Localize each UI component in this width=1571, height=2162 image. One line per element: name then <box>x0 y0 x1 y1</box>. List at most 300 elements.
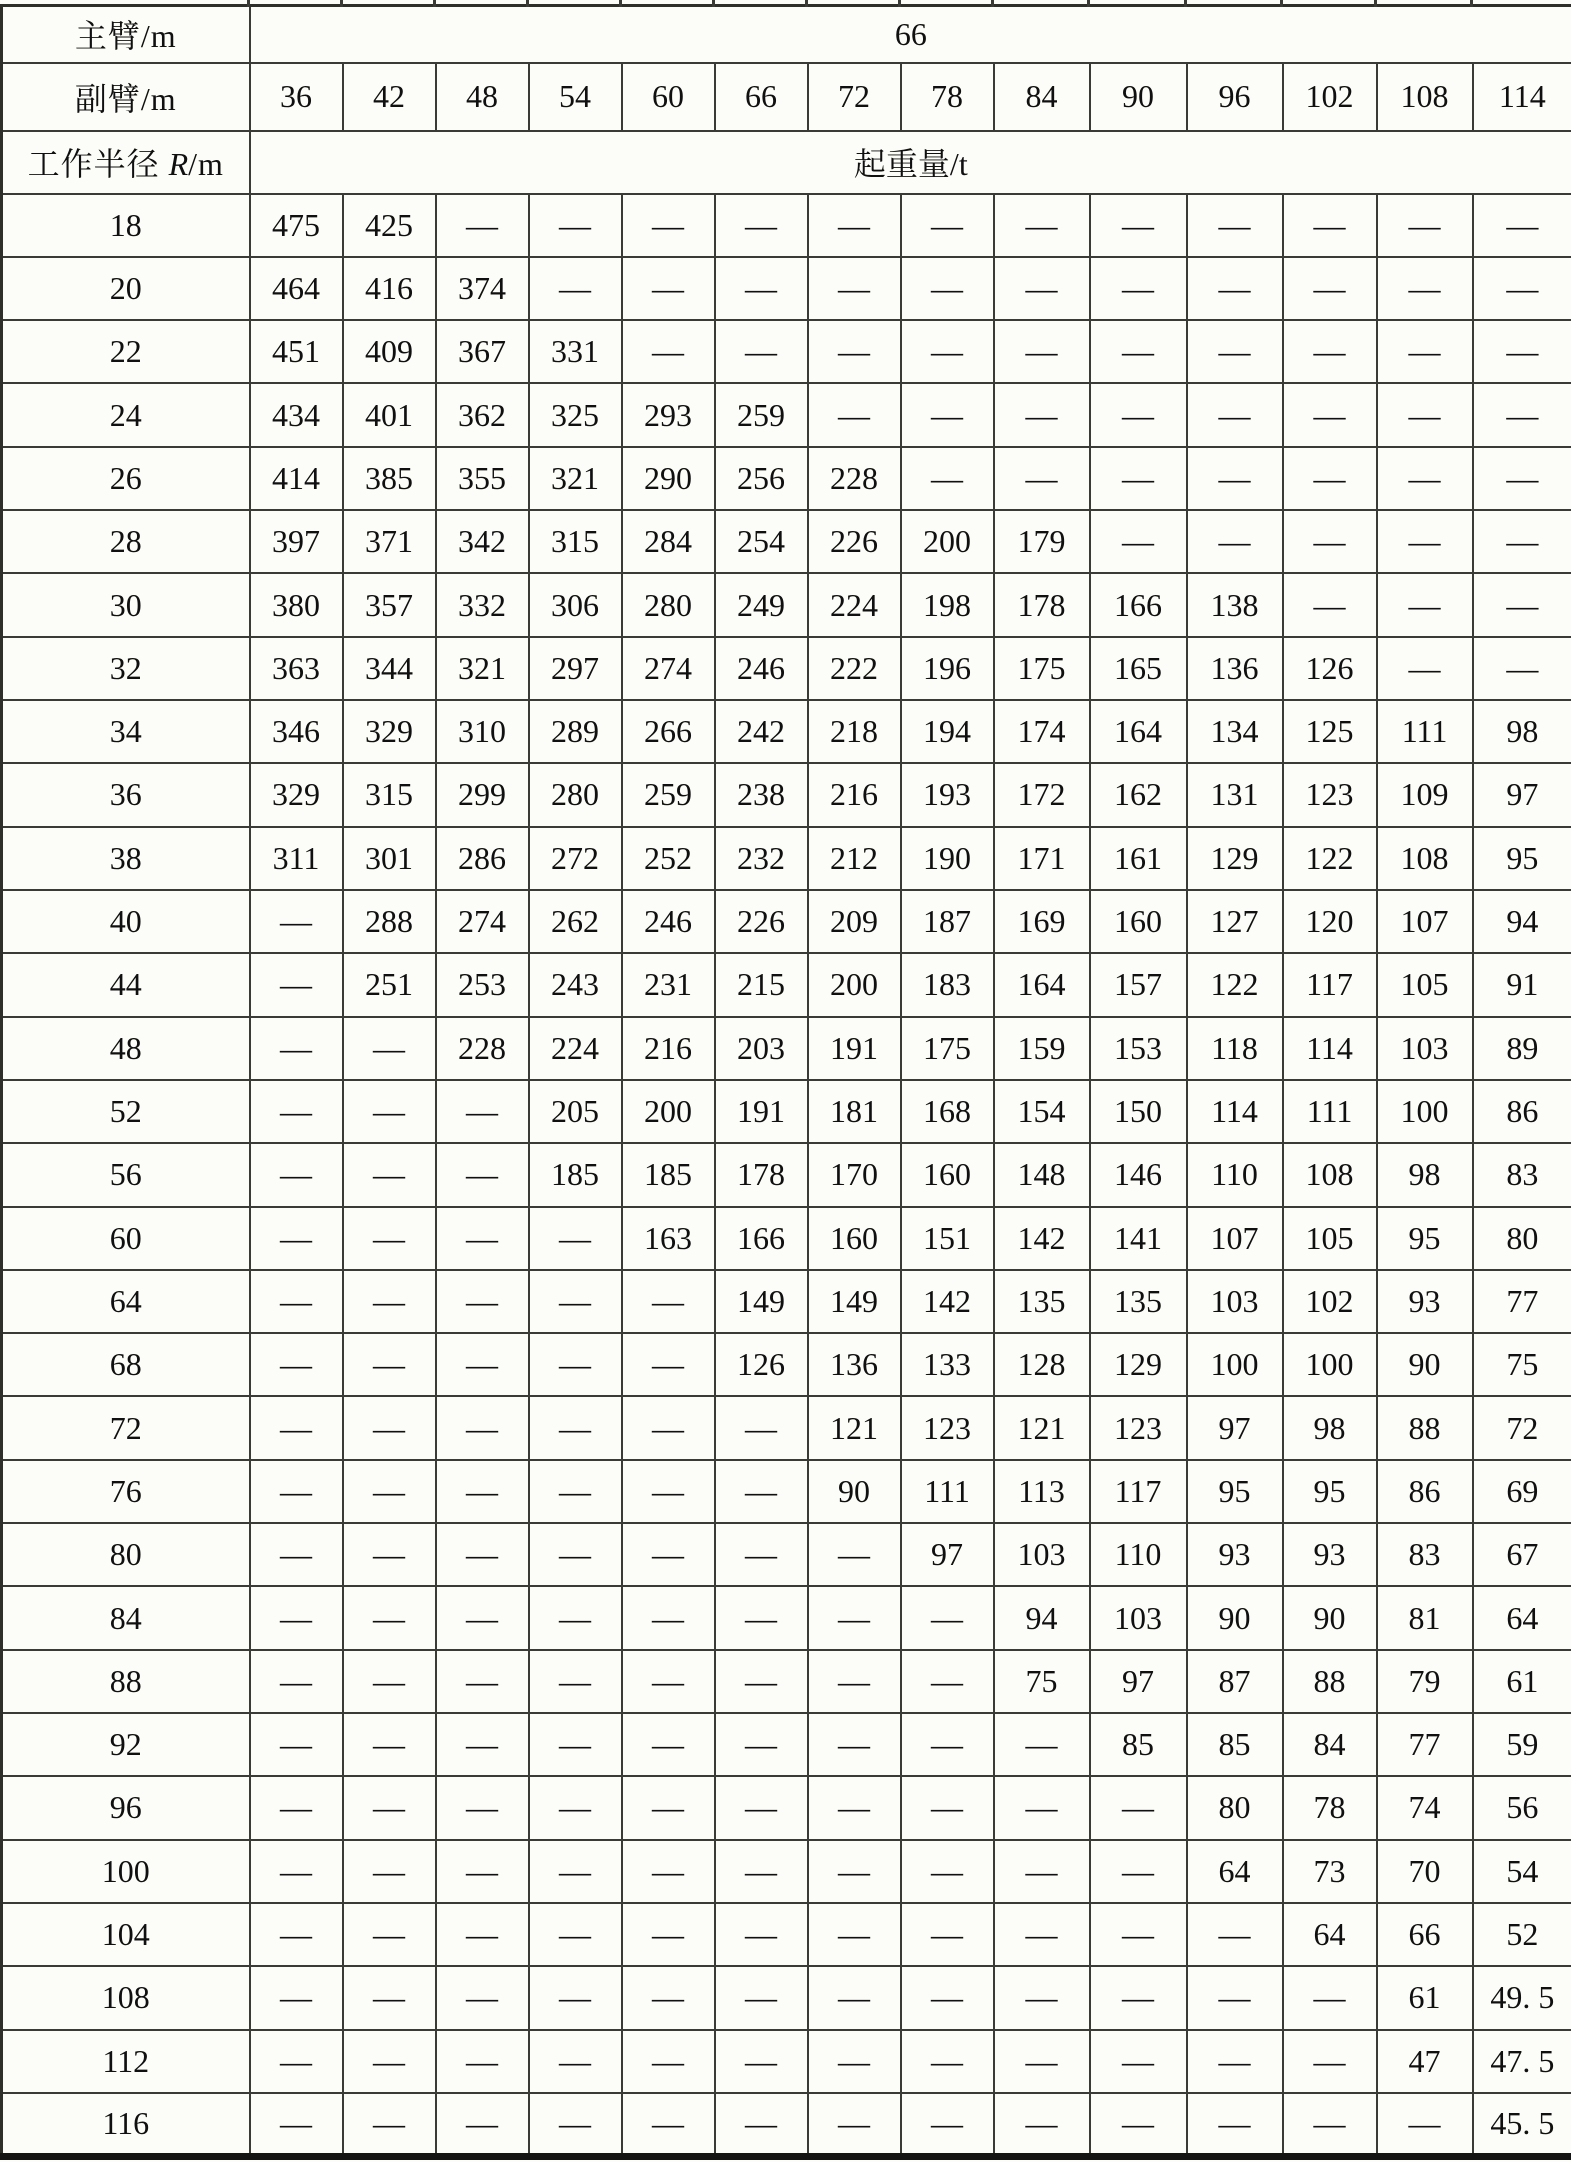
working-radius-label <box>2 131 250 194</box>
capacity-cell: 114 <box>1187 1080 1283 1143</box>
capacity-cell: 108 <box>1283 1143 1377 1206</box>
dash-cell: — <box>715 2030 808 2093</box>
capacity-cell: 64 <box>1473 1586 1571 1649</box>
capacity-cell: 301 <box>343 827 436 890</box>
dash-cell: — <box>994 257 1090 320</box>
table-row <box>2 1143 1571 1206</box>
capacity-cell: 123 <box>1283 763 1377 826</box>
capacity-cell: 79 <box>1377 1650 1473 1713</box>
dash-cell: — <box>436 1207 529 1270</box>
radius-cell: 96 <box>2 1776 250 1839</box>
capacity-cell: 280 <box>529 763 622 826</box>
capacity-cell: 254 <box>715 510 808 573</box>
capacity-cell: 160 <box>808 1207 901 1270</box>
capacity-cell: 107 <box>1187 1207 1283 1270</box>
capacity-cell: 181 <box>808 1080 901 1143</box>
dash-cell: — <box>901 447 994 510</box>
capacity-cell: 66 <box>1377 1903 1473 1966</box>
dash-cell: — <box>901 383 994 446</box>
capacity-cell: 123 <box>901 1396 994 1459</box>
capacity-cell: 246 <box>715 637 808 700</box>
capacity-cell: 129 <box>1090 1333 1187 1396</box>
capacity-cell: 259 <box>715 383 808 446</box>
capacity-cell: 111 <box>1377 700 1473 763</box>
capacity-cell: 98 <box>1473 700 1571 763</box>
capacity-cell: 80 <box>1187 1776 1283 1839</box>
capacity-cell: 311 <box>250 827 343 890</box>
capacity-cell: 88 <box>1283 1650 1377 1713</box>
dash-cell: — <box>343 2030 436 2093</box>
dash-cell: — <box>1187 1903 1283 1966</box>
lifting-capacity-label: 起重量/t <box>250 131 1571 194</box>
capacity-cell: 72 <box>1473 1396 1571 1459</box>
border-stub <box>619 0 622 7</box>
jib-length-cell: 78 <box>901 63 994 131</box>
capacity-cell: 367 <box>436 320 529 383</box>
table-row <box>2 1207 1571 1270</box>
dash-cell: — <box>529 1523 622 1586</box>
capacity-cell: 135 <box>994 1270 1090 1333</box>
capacity-cell: 385 <box>343 447 436 510</box>
dash-cell: — <box>250 1840 343 1903</box>
dash-cell: — <box>622 1333 715 1396</box>
dash-cell: — <box>901 1903 994 1966</box>
dash-cell: — <box>622 1460 715 1523</box>
capacity-cell: 149 <box>715 1270 808 1333</box>
dash-cell: — <box>1187 510 1283 573</box>
border-stub <box>1280 0 1283 7</box>
table-row <box>2 1840 1571 1903</box>
dash-cell: — <box>715 1713 808 1776</box>
table-row <box>2 510 1571 573</box>
radius-cell: 26 <box>2 447 250 510</box>
capacity-cell: 159 <box>994 1017 1090 1080</box>
dash-cell: — <box>250 1396 343 1459</box>
capacity-cell: 122 <box>1187 953 1283 1016</box>
capacity-cell: 178 <box>715 1143 808 1206</box>
radius-cell: 100 <box>2 1840 250 1903</box>
capacity-cell: 97 <box>1473 763 1571 826</box>
capacity-cell: 77 <box>1473 1270 1571 1333</box>
dash-cell: — <box>808 1840 901 1903</box>
dash-cell: — <box>529 2030 622 2093</box>
radius-cell: 68 <box>2 1333 250 1396</box>
capacity-cell: 103 <box>994 1523 1090 1586</box>
radius-cell: 56 <box>2 1143 250 1206</box>
jib-length-cell: 90 <box>1090 63 1187 131</box>
dash-cell: — <box>436 1966 529 2029</box>
capacity-cell: 81 <box>1377 1586 1473 1649</box>
dash-cell: — <box>808 1650 901 1713</box>
dash-cell: — <box>436 2093 529 2157</box>
capacity-cell: 100 <box>1187 1333 1283 1396</box>
capacity-cell: 183 <box>901 953 994 1016</box>
dash-cell: — <box>529 1903 622 1966</box>
dash-cell: — <box>343 1650 436 1713</box>
dash-cell: — <box>808 1776 901 1839</box>
capacity-cell: 161 <box>1090 827 1187 890</box>
border-stub <box>433 0 436 7</box>
capacity-cell: 87 <box>1187 1650 1283 1713</box>
table-row <box>2 573 1571 636</box>
dash-cell: — <box>436 1460 529 1523</box>
dash-cell: — <box>343 1080 436 1143</box>
capacity-cell: 52 <box>1473 1903 1571 1966</box>
capacity-cell: 166 <box>1090 573 1187 636</box>
capacity-cell: 74 <box>1377 1776 1473 1839</box>
dash-cell: — <box>529 257 622 320</box>
jib-length-cell: 36 <box>250 63 343 131</box>
capacity-cell: 224 <box>808 573 901 636</box>
capacity-cell: 274 <box>436 890 529 953</box>
capacity-cell: 131 <box>1187 763 1283 826</box>
jib-length-cell: 48 <box>436 63 529 131</box>
border-stub <box>526 0 529 7</box>
capacity-cell: 90 <box>1283 1586 1377 1649</box>
capacity-cell: 286 <box>436 827 529 890</box>
dash-cell: — <box>529 1270 622 1333</box>
capacity-cell: 193 <box>901 763 994 826</box>
capacity-cell: 284 <box>622 510 715 573</box>
capacity-cell: 86 <box>1473 1080 1571 1143</box>
capacity-cell: 67 <box>1473 1523 1571 1586</box>
dash-cell: — <box>250 1143 343 1206</box>
capacity-cell: 401 <box>343 383 436 446</box>
capacity-cell: 136 <box>1187 637 1283 700</box>
dash-cell: — <box>1283 2093 1377 2157</box>
capacity-cell: 425 <box>343 194 436 257</box>
capacity-cell: 329 <box>343 700 436 763</box>
dash-cell: — <box>1283 383 1377 446</box>
dash-cell: — <box>436 1650 529 1713</box>
dash-cell: — <box>715 1840 808 1903</box>
table-row <box>2 1270 1571 1333</box>
dash-cell: — <box>1473 447 1571 510</box>
dash-cell: — <box>436 1396 529 1459</box>
dash-cell: — <box>1090 1903 1187 1966</box>
capacity-cell: 162 <box>1090 763 1187 826</box>
jib-length-cell: 60 <box>622 63 715 131</box>
capacity-cell: 218 <box>808 700 901 763</box>
dash-cell: — <box>436 1143 529 1206</box>
capacity-cell: 249 <box>715 573 808 636</box>
capacity-cell: 117 <box>1283 953 1377 1016</box>
dash-cell: — <box>529 2093 622 2157</box>
capacity-cell: 47. 5 <box>1473 2030 1571 2093</box>
capacity-cell: 475 <box>250 194 343 257</box>
dash-cell: — <box>715 1966 808 2029</box>
dash-cell: — <box>436 194 529 257</box>
radius-cell: 104 <box>2 1903 250 1966</box>
dash-cell: — <box>1090 510 1187 573</box>
dash-cell: — <box>1473 510 1571 573</box>
dash-cell: — <box>715 1776 808 1839</box>
capacity-cell: 169 <box>994 890 1090 953</box>
capacity-cell: 90 <box>1377 1333 1473 1396</box>
capacity-cell: 226 <box>808 510 901 573</box>
dash-cell: — <box>1283 257 1377 320</box>
capacity-cell: 256 <box>715 447 808 510</box>
dash-cell: — <box>994 447 1090 510</box>
capacity-cell: 315 <box>529 510 622 573</box>
radius-cell: 20 <box>2 257 250 320</box>
capacity-cell: 153 <box>1090 1017 1187 1080</box>
dash-cell: — <box>343 1207 436 1270</box>
dash-cell: — <box>715 1523 808 1586</box>
dash-cell: — <box>436 1713 529 1776</box>
dash-cell: — <box>622 1903 715 1966</box>
radius-cell: 112 <box>2 2030 250 2093</box>
capacity-cell: 299 <box>436 763 529 826</box>
table-header <box>2 6 1571 194</box>
capacity-cell: 191 <box>715 1080 808 1143</box>
load-chart-table <box>0 4 1571 2160</box>
capacity-cell: 203 <box>715 1017 808 1080</box>
border-stub <box>1374 0 1377 7</box>
dash-cell: — <box>1187 2093 1283 2157</box>
capacity-cell: 125 <box>1283 700 1377 763</box>
dash-cell: — <box>622 194 715 257</box>
dash-cell: — <box>808 320 901 383</box>
capacity-cell: 121 <box>808 1396 901 1459</box>
dash-cell: — <box>715 1396 808 1459</box>
capacity-cell: 205 <box>529 1080 622 1143</box>
capacity-cell: 105 <box>1377 953 1473 1016</box>
table-row <box>2 1586 1571 1649</box>
capacity-cell: 103 <box>1090 1586 1187 1649</box>
jib-length-cell: 54 <box>529 63 622 131</box>
capacity-cell: 342 <box>436 510 529 573</box>
capacity-cell: 175 <box>901 1017 994 1080</box>
table-row <box>2 953 1571 1016</box>
dash-cell: — <box>250 1207 343 1270</box>
dash-cell: — <box>343 1333 436 1396</box>
dash-cell: — <box>1473 320 1571 383</box>
table-row <box>2 320 1571 383</box>
jib-length-row <box>2 63 1571 131</box>
dash-cell: — <box>1473 194 1571 257</box>
dash-cell: — <box>529 1840 622 1903</box>
capacity-cell: 138 <box>1187 573 1283 636</box>
capacity-cell: 64 <box>1187 1840 1283 1903</box>
table-row <box>2 1523 1571 1586</box>
capacity-cell: 113 <box>994 1460 1090 1523</box>
radius-cell: 92 <box>2 1713 250 1776</box>
border-stub <box>1184 0 1187 7</box>
capacity-cell: 242 <box>715 700 808 763</box>
dash-cell: — <box>1377 320 1473 383</box>
capacity-cell: 98 <box>1283 1396 1377 1459</box>
capacity-cell: 243 <box>529 953 622 1016</box>
capacity-cell: 325 <box>529 383 622 446</box>
capacity-cell: 274 <box>622 637 715 700</box>
dash-cell: — <box>1283 1966 1377 2029</box>
capacity-cell: 272 <box>529 827 622 890</box>
capacity-cell: 95 <box>1283 1460 1377 1523</box>
dash-cell: — <box>901 2030 994 2093</box>
dash-cell: — <box>1090 320 1187 383</box>
capacity-cell: 126 <box>715 1333 808 1396</box>
capacity-cell: 136 <box>808 1333 901 1396</box>
capacity-cell: 146 <box>1090 1143 1187 1206</box>
dash-cell: — <box>343 1586 436 1649</box>
dash-cell: — <box>436 1333 529 1396</box>
radius-cell: 64 <box>2 1270 250 1333</box>
capacity-cell: 200 <box>808 953 901 1016</box>
dash-cell: — <box>529 1207 622 1270</box>
table-row <box>2 637 1571 700</box>
capacity-cell: 117 <box>1090 1460 1187 1523</box>
table-row <box>2 1650 1571 1713</box>
radius-cell: 28 <box>2 510 250 573</box>
capacity-cell: 172 <box>994 763 1090 826</box>
radius-cell: 38 <box>2 827 250 890</box>
dash-cell: — <box>622 1776 715 1839</box>
capacity-cell: 329 <box>250 763 343 826</box>
dash-cell: — <box>808 1523 901 1586</box>
dash-cell: — <box>250 1333 343 1396</box>
capacity-cell: 187 <box>901 890 994 953</box>
dash-cell: — <box>808 2030 901 2093</box>
capacity-cell: 83 <box>1377 1523 1473 1586</box>
capacity-cell: 54 <box>1473 1840 1571 1903</box>
capacity-cell: 102 <box>1283 1270 1377 1333</box>
capacity-cell: 190 <box>901 827 994 890</box>
dash-cell: — <box>901 2093 994 2157</box>
dash-cell: — <box>1090 194 1187 257</box>
capacity-cell: 78 <box>1283 1776 1377 1839</box>
capacity-cell: 105 <box>1283 1207 1377 1270</box>
capacity-cell: 196 <box>901 637 994 700</box>
dash-cell: — <box>1090 1966 1187 2029</box>
capacity-cell: 362 <box>436 383 529 446</box>
dash-cell: — <box>1090 1776 1187 1839</box>
capacity-cell: 363 <box>250 637 343 700</box>
table-row <box>2 1966 1571 2029</box>
table-row <box>2 1713 1571 1776</box>
capacity-cell: 280 <box>622 573 715 636</box>
dash-cell: — <box>250 1080 343 1143</box>
dash-cell: — <box>436 1080 529 1143</box>
dash-cell: — <box>250 1270 343 1333</box>
dash-cell: — <box>343 1713 436 1776</box>
capacity-cell: 98 <box>1377 1143 1473 1206</box>
capacity-cell: 80 <box>1473 1207 1571 1270</box>
capacity-cell: 114 <box>1283 1017 1377 1080</box>
dash-cell: — <box>994 2093 1090 2157</box>
capacity-cell: 86 <box>1377 1460 1473 1523</box>
capacity-cell: 123 <box>1090 1396 1187 1459</box>
table-row <box>2 447 1571 510</box>
capacity-cell: 216 <box>622 1017 715 1080</box>
capacity-cell: 100 <box>1377 1080 1473 1143</box>
capacity-cell: 84 <box>1283 1713 1377 1776</box>
capacity-cell: 179 <box>994 510 1090 573</box>
capacity-cell: 209 <box>808 890 901 953</box>
dash-cell: — <box>1473 257 1571 320</box>
dash-cell: — <box>994 1903 1090 1966</box>
capacity-cell: 451 <box>250 320 343 383</box>
dash-cell: — <box>250 1523 343 1586</box>
dash-cell: — <box>343 1776 436 1839</box>
capacity-cell: 157 <box>1090 953 1187 1016</box>
table-row <box>2 763 1571 826</box>
main-boom-label: 主臂/m <box>2 6 250 63</box>
capacity-cell: 380 <box>250 573 343 636</box>
working-radius-label-prefix: 工作半径 <box>27 146 169 182</box>
dash-cell: — <box>343 2093 436 2157</box>
dash-cell: — <box>808 194 901 257</box>
dash-cell: — <box>529 1776 622 1839</box>
dash-cell: — <box>343 1396 436 1459</box>
capacity-cell: 75 <box>994 1650 1090 1713</box>
capacity-cell: 129 <box>1187 827 1283 890</box>
capacity-cell: 200 <box>622 1080 715 1143</box>
main-boom-row <box>2 6 1571 63</box>
capacity-cell: 397 <box>250 510 343 573</box>
capacity-cell: 110 <box>1187 1143 1283 1206</box>
dash-cell: — <box>715 320 808 383</box>
capacity-cell: 141 <box>1090 1207 1187 1270</box>
table-row <box>2 194 1571 257</box>
capacity-cell: 191 <box>808 1017 901 1080</box>
capacity-cell: 355 <box>436 447 529 510</box>
capacity-cell: 97 <box>1187 1396 1283 1459</box>
capacity-cell: 216 <box>808 763 901 826</box>
dash-cell: — <box>1377 447 1473 510</box>
dash-cell: — <box>1283 320 1377 383</box>
dash-cell: — <box>808 1966 901 2029</box>
dash-cell: — <box>1090 257 1187 320</box>
table-row <box>2 1396 1571 1459</box>
table-row <box>2 2093 1571 2157</box>
capacity-cell: 75 <box>1473 1333 1571 1396</box>
dash-cell: — <box>1187 383 1283 446</box>
capacity-cell: 154 <box>994 1080 1090 1143</box>
jib-length-cell: 84 <box>994 63 1090 131</box>
dash-cell: — <box>1283 447 1377 510</box>
capacity-cell: 109 <box>1377 763 1473 826</box>
dash-cell: — <box>994 320 1090 383</box>
capacity-cell: 111 <box>901 1460 994 1523</box>
dash-cell: — <box>994 383 1090 446</box>
dash-cell: — <box>343 1270 436 1333</box>
dash-cell: — <box>436 1903 529 1966</box>
dash-cell: — <box>808 2093 901 2157</box>
border-stub <box>898 0 901 7</box>
capacity-cell: 160 <box>1090 890 1187 953</box>
capacity-cell: 171 <box>994 827 1090 890</box>
capacity-cell: 170 <box>808 1143 901 1206</box>
dash-cell: — <box>529 1460 622 1523</box>
capacity-cell: 108 <box>1377 827 1473 890</box>
dash-cell: — <box>1090 383 1187 446</box>
capacity-cell: 253 <box>436 953 529 1016</box>
capacity-cell: 149 <box>808 1270 901 1333</box>
table-row <box>2 890 1571 953</box>
dash-cell: — <box>250 1586 343 1649</box>
dash-cell: — <box>250 1966 343 2029</box>
capacity-cell: 306 <box>529 573 622 636</box>
border-stub <box>247 0 250 7</box>
dash-cell: — <box>622 1966 715 2029</box>
dash-cell: — <box>1283 573 1377 636</box>
dash-cell: — <box>808 1586 901 1649</box>
dash-cell: — <box>622 2030 715 2093</box>
capacity-cell: 120 <box>1283 890 1377 953</box>
dash-cell: — <box>715 1586 808 1649</box>
radius-cell: 48 <box>2 1017 250 1080</box>
